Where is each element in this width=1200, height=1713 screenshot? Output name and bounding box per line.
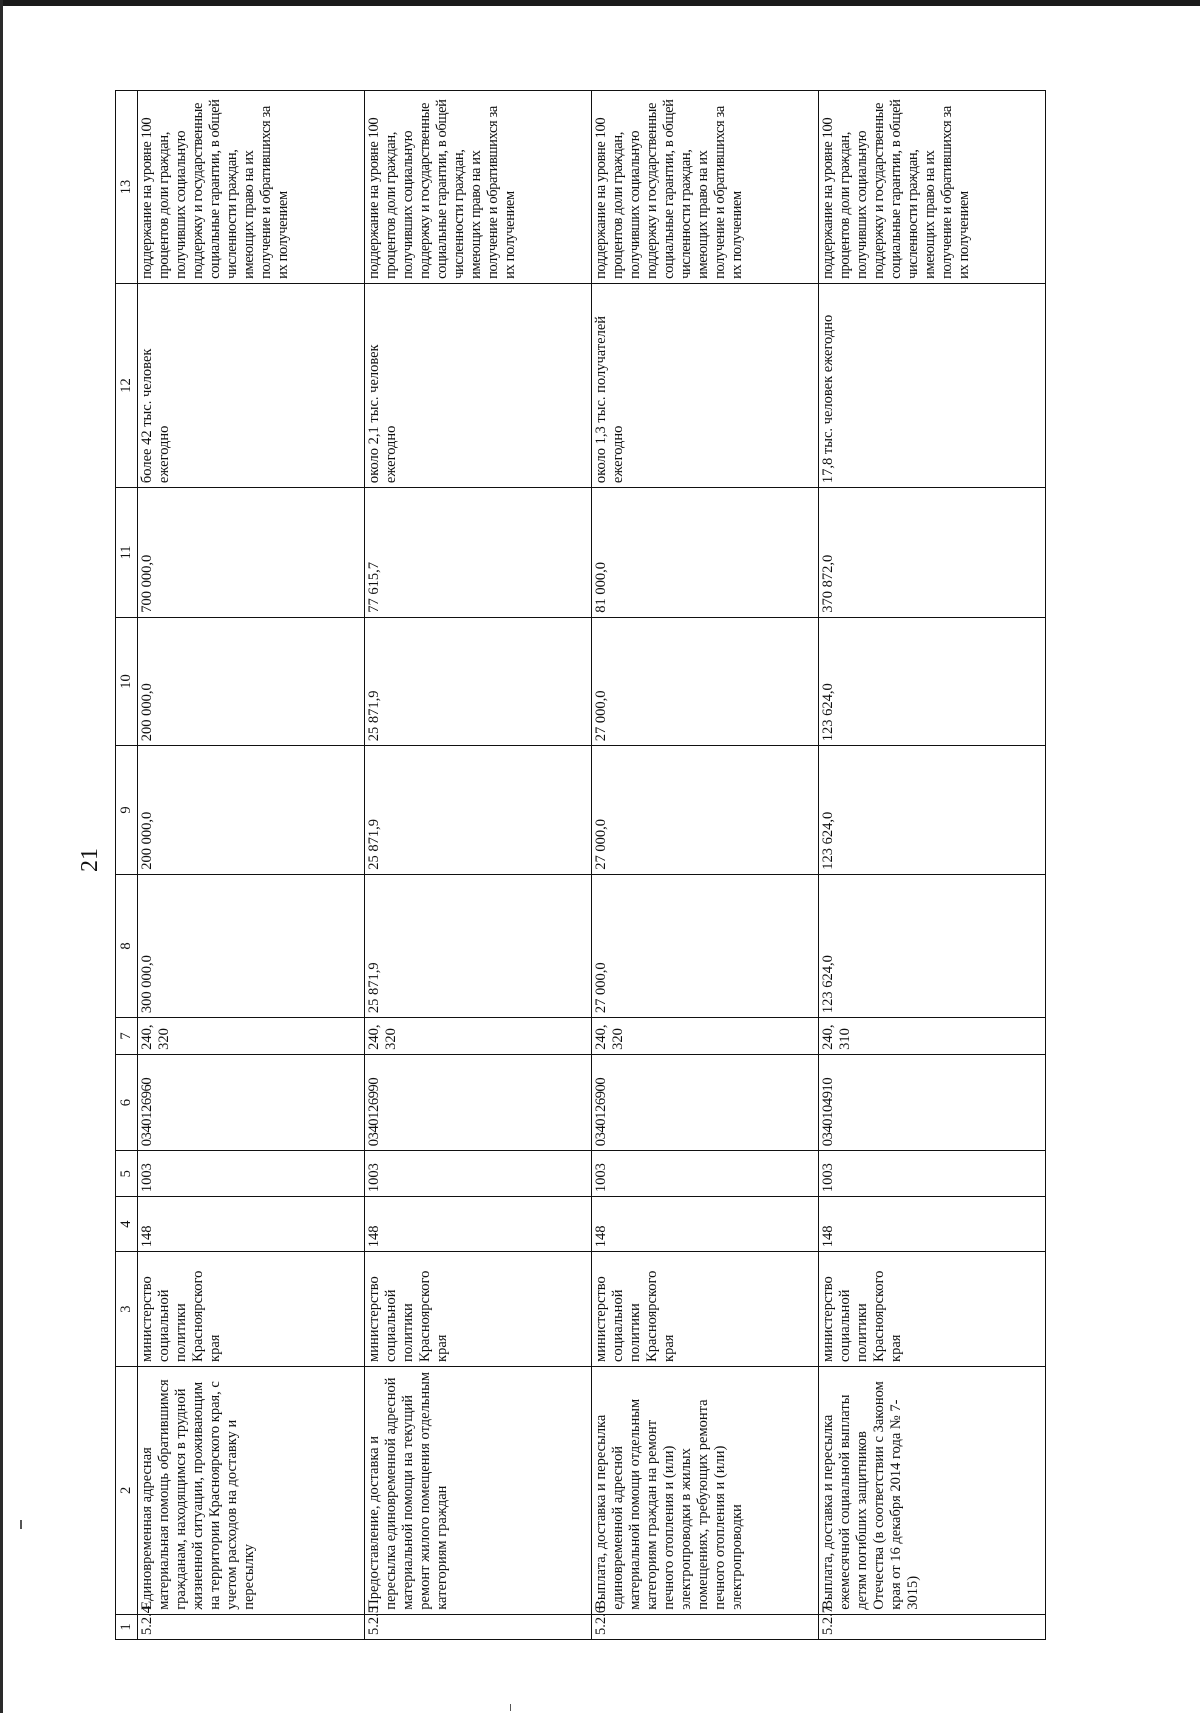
row-code: 5.2.5 <box>365 1614 592 1639</box>
row-activity-name: Выплата, доставка и пересылка ежемесячной социальной выплаты детям погибших защитников Отечества (в соответствии с Законом края от 16 декабря 2014 года № 7-3015) <box>819 1366 1046 1614</box>
row-vr: 240, 310 <box>819 1018 1046 1055</box>
row-grbs: 148 <box>365 1197 592 1252</box>
row-total: 700 000,0 <box>138 488 365 618</box>
row-activity-name: Предоставление, доставка и пересылка единовременной адресной материальной помощи на текущий ремонт жилого помещения отдельным категориям граждан <box>365 1366 592 1614</box>
row-total: 81 000,0 <box>592 488 819 618</box>
row-vr: 240, 320 <box>138 1018 365 1055</box>
column-header: 1 <box>116 1614 138 1639</box>
row-code: 5.2.7 <box>819 1614 1046 1639</box>
row-activity-name: Выплата, доставка и пересылка единовременной адресной материальной помощи отдельным категориям граждан на ремонт печного отопления и (или) электропроводки в жилых помещениях, требующих ремонта печного отопления и (или) электропроводки <box>592 1366 819 1614</box>
row-total: 77 615,7 <box>365 488 592 618</box>
row-code: 5.2.4 <box>138 1614 365 1639</box>
row-year-2: 123 624,0 <box>819 746 1046 875</box>
row-executor: министерство социальной политики Красноярского края <box>138 1252 365 1367</box>
row-indicator: поддержание на уровне 100 процентов доли граждан, получивших социальную поддержку и государственные социальные гарантии, в общей численности граждан, имеющих право на их получение и обратившихся за их получением <box>365 91 592 284</box>
column-header: 12 <box>116 283 138 487</box>
row-vr: 240, 320 <box>365 1018 592 1055</box>
table-row <box>365 91 592 1640</box>
row-code: 5.2.6 <box>592 1614 819 1639</box>
row-year-3: 200 000,0 <box>138 617 365 746</box>
column-header: 8 <box>116 874 138 1017</box>
row-grbs: 148 <box>819 1197 1046 1252</box>
row-csr: 0340126900 <box>592 1054 819 1150</box>
header-row <box>116 91 138 1640</box>
row-csr: 0340126960 <box>138 1054 365 1150</box>
row-year-2: 200 000,0 <box>138 746 365 875</box>
column-header: 7 <box>116 1018 138 1055</box>
row-year-3: 25 871,9 <box>365 617 592 746</box>
column-header: 4 <box>116 1197 138 1252</box>
row-year-2: 25 871,9 <box>365 746 592 875</box>
rotated-page-sheet <box>75 80 1115 1650</box>
row-executor: министерство социальной политики Красноярского края <box>819 1252 1046 1367</box>
row-year-2: 27 000,0 <box>592 746 819 875</box>
scan-fleck <box>510 1704 511 1711</box>
row-activity-name: Единовременная адресная материальная помощь обратившимся гражданам, находящимся в трудной жизненной ситуации, проживающим на территории Красноярского края, с учетом расходов на доставку и пересылку <box>138 1366 365 1614</box>
row-executor: министерство социальной политики Красноярского края <box>592 1252 819 1367</box>
column-header: 5 <box>116 1151 138 1197</box>
row-indicator: поддержание на уровне 100 процентов доли граждан, получивших социальную поддержку и государственные социальные гарантии, в общей численности граждан, имеющих право на их получение и обратившихся за их получением <box>592 91 819 284</box>
column-header: 11 <box>116 488 138 618</box>
row-vr: 240, 320 <box>592 1018 819 1055</box>
row-expected-result: более 42 тыс. человек ежегодно <box>138 283 365 487</box>
row-year-1: 300 000,0 <box>138 874 365 1017</box>
row-indicator: поддержание на уровне 100 процентов доли граждан, получивших социальную поддержку и государственные социальные гарантии, в общей численности граждан, имеющих право на их получение и обратившихся за их получением <box>819 91 1046 284</box>
column-header: 2 <box>116 1366 138 1614</box>
row-rzpr: 1003 <box>365 1151 592 1197</box>
row-grbs: 148 <box>592 1197 819 1252</box>
row-year-1: 123 624,0 <box>819 874 1046 1017</box>
table-row <box>819 91 1046 1640</box>
row-expected-result: около 2,1 тыс. человек ежегодно <box>365 283 592 487</box>
row-expected-result: около 1,3 тыс. получателей ежегодно <box>592 283 819 487</box>
page-number: 21 <box>77 848 103 872</box>
scan-edge-left <box>0 0 3 1713</box>
column-header: 6 <box>116 1054 138 1150</box>
program-activities-table <box>115 90 1046 1640</box>
row-rzpr: 1003 <box>592 1151 819 1197</box>
row-year-1: 25 871,9 <box>365 874 592 1017</box>
row-csr: 0340104910 <box>819 1054 1046 1150</box>
table-row <box>592 91 819 1640</box>
column-header: 10 <box>116 617 138 746</box>
row-csr: 0340126990 <box>365 1054 592 1150</box>
column-header: 13 <box>116 91 138 284</box>
row-grbs: 148 <box>138 1197 365 1252</box>
row-year-3: 27 000,0 <box>592 617 819 746</box>
row-total: 370 872,0 <box>819 488 1046 618</box>
scan-edge-top <box>0 0 1200 6</box>
row-expected-result: 17,8 тыс. человек ежегодно <box>819 283 1046 487</box>
row-year-3: 123 624,0 <box>819 617 1046 746</box>
row-year-1: 27 000,0 <box>592 874 819 1017</box>
column-header: 9 <box>116 746 138 875</box>
row-rzpr: 1003 <box>819 1151 1046 1197</box>
row-indicator: поддержание на уровне 100 процентов доли граждан, получивших социальную поддержку и государственные социальные гарантии, в общей численности граждан, имеющих право на их получение и обратившихся за их получением <box>138 91 365 284</box>
row-rzpr: 1003 <box>138 1151 365 1197</box>
column-header: 3 <box>116 1252 138 1367</box>
row-executor: министерство социальной политики Красноярского края <box>365 1252 592 1367</box>
table-row <box>138 91 365 1640</box>
scan-fleck <box>20 1520 22 1529</box>
